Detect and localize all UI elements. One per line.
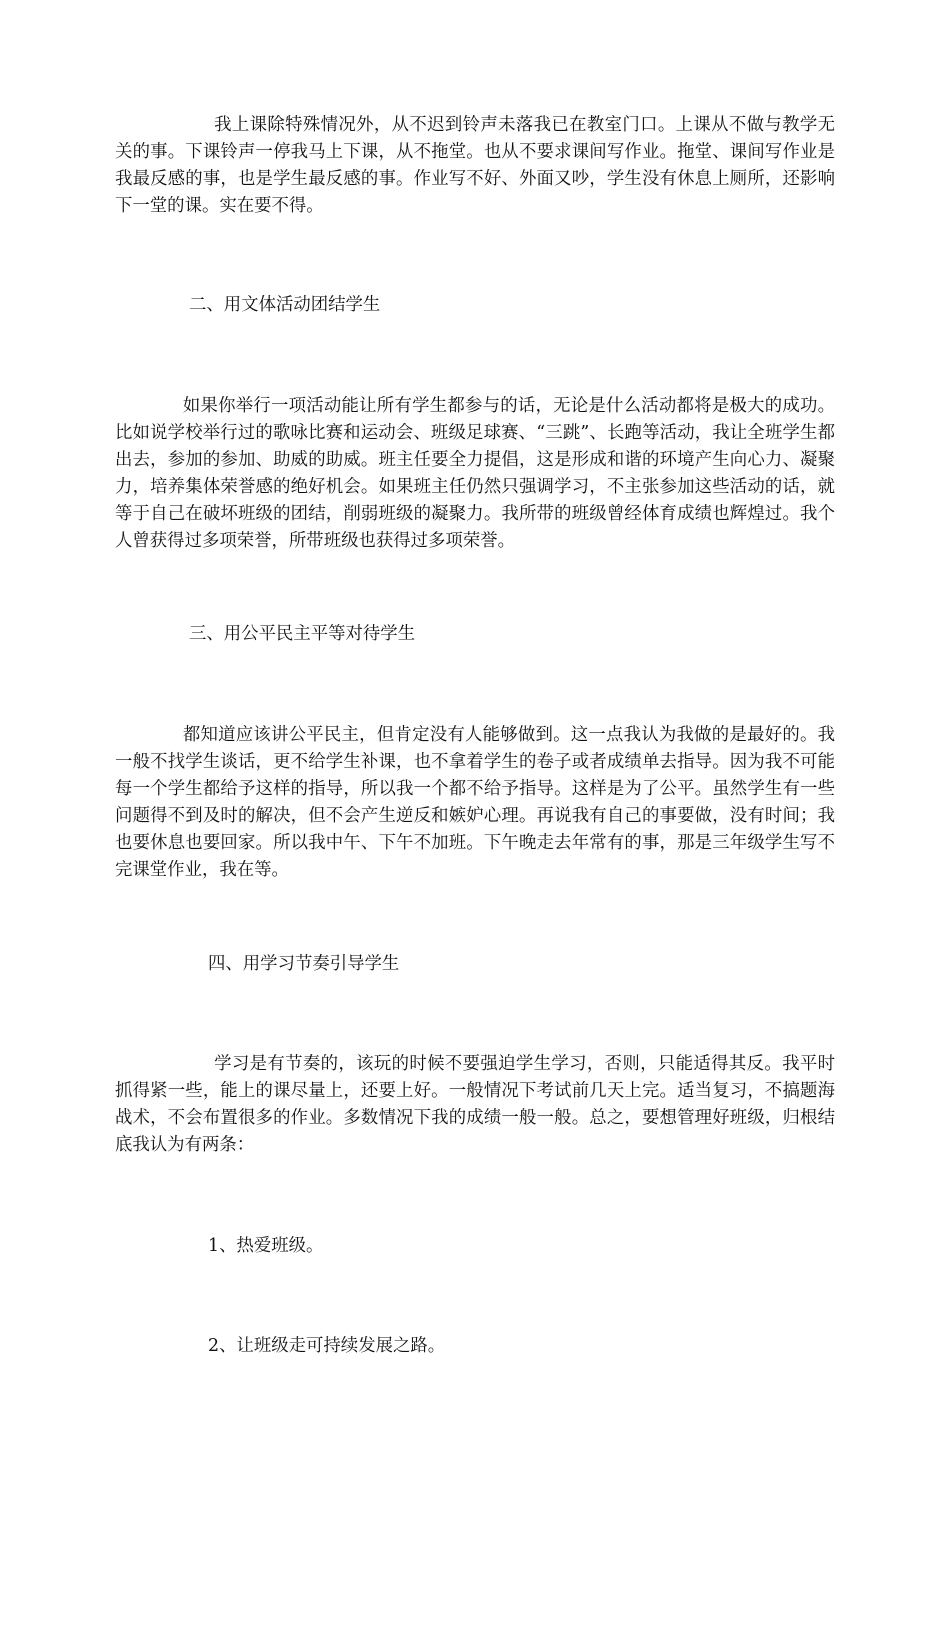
paragraph-activities: 如果你举行一项活动能让所有学生都参与的话，无论是什么活动都将是极大的成功。比如说学校举行过的歌咏比赛和运动会、班级足球赛、“三跳”、长跑等活动，我让全班学生都出去，参加的参加、助威的助威。班主任要全力提倡，这是形成和谐的环境产生向心力、凝聚力，培养集体荣誉感的绝好机会。如果班主任仍然只强调学习，不主张参加这些活动的话，就等于自己在破坏班级的团结，削弱班级的凝聚力。我所带的班级曾经体育成绩也辉煌过。我个人曾获得过多项荣誉，所带班级也获得过多项荣誉。 — [115, 396, 835, 551]
list-item-love-class: 1、热爱班级。 — [208, 1236, 324, 1256]
section-heading-2: 二、用文体活动团结学生 — [189, 295, 381, 315]
paragraph-fairness: 都知道应该讲公平民主，但肯定没有人能够做到。这一点我认为我做的是最好的。我一般不找学生谈话，更不给学生补课，也不拿着学生的卷子或者成绩单去指导。因为我不可能每一个学生都给予这样的指导，所以我一个都不给予指导。这样是为了公平。虽然学生有一些问题得不到及时的解决，但不会产生逆反和嫉妒心理。再说我有自己的事要做，没有时间；我也要休息也要回家。所以我中午、下午不加班。下午晚走去年常有的事，那是三年级学生写不完课堂作业，我在等。 — [115, 725, 835, 880]
paragraph-punctuality: 我上课除特殊情况外，从不迟到铃声未落我已在教室门口。上课从不做与教学无关的事。下课铃声一停我马上下课，从不拖堂。也从不要求课间写作业。拖堂、课间写作业是我最反感的事，也是学生最反感的事。作业写不好、外面又吵，学生没有休息上厕所，还影响下一堂的课。实在要不得。 — [115, 115, 835, 216]
paragraph-rhythm: 学习是有节奏的，该玩的时候不要强迫学生学习，否则，只能适得其反。我平时抓得紧一些，能上的课尽量上，还要上好。一般情况下考试前几天上完。适当复习，不搞题海战术，不会布置很多的作业。多数情况下我的成绩一般一般。总之，要想管理好班级，归根结底我认为有两条： — [115, 1054, 835, 1155]
list-item-sustainable: 2、让班级走可持续发展之路。 — [208, 1336, 446, 1356]
section-heading-3: 三、用公平民主平等对待学生 — [189, 624, 416, 644]
section-heading-4: 四、用学习节奏引导学生 — [208, 954, 400, 974]
